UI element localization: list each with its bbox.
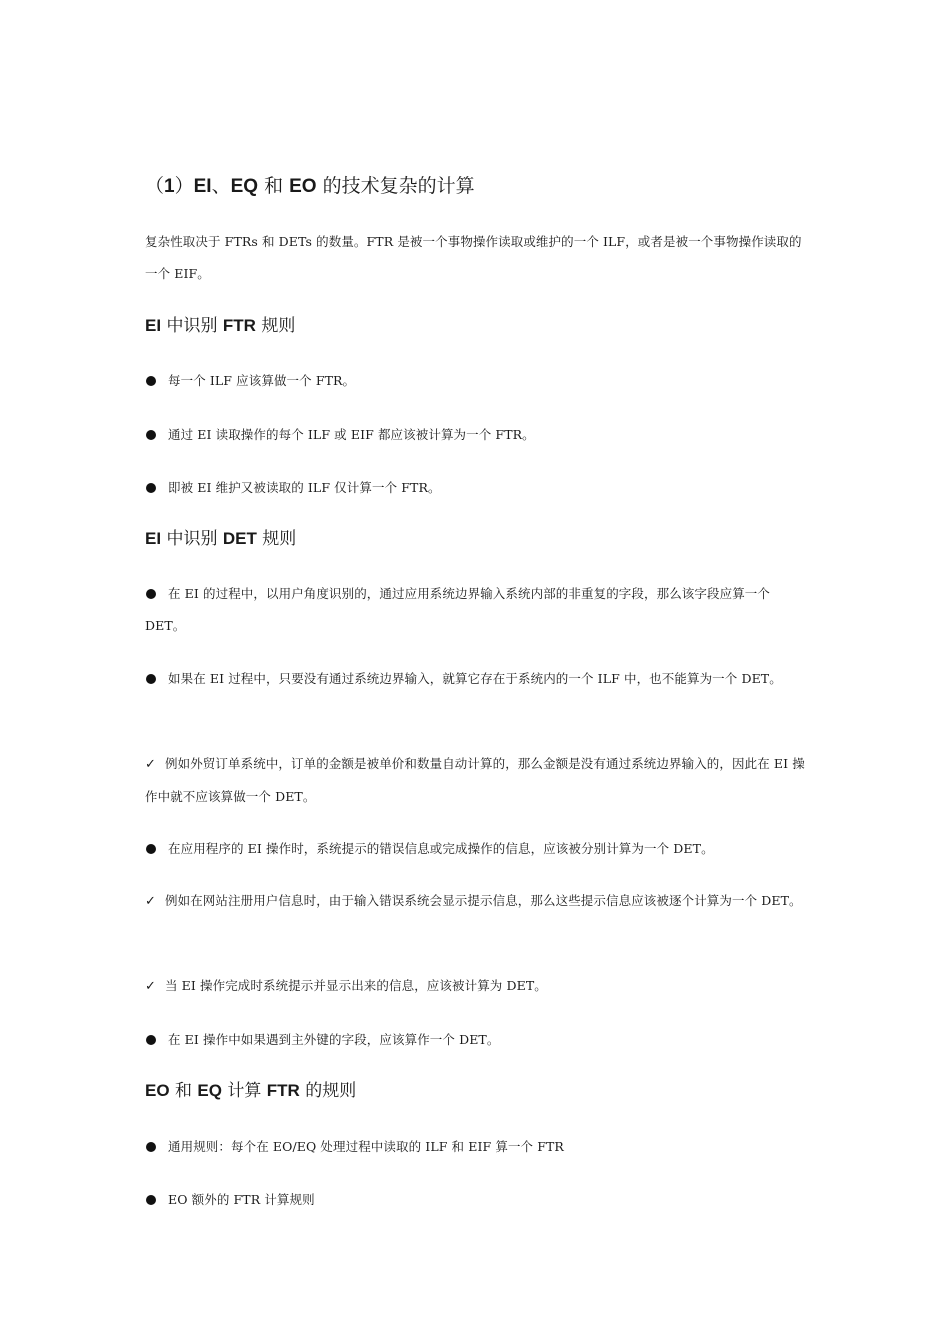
- list-item: 每一个 ILF 应该算做一个 FTR。: [145, 365, 810, 397]
- bullet-icon: [146, 1195, 156, 1205]
- list-item: 在 EI 操作中如果遇到主外键的字段，应该算作一个 DET。: [145, 1024, 810, 1056]
- list-item: EO 额外的 FTR 计算规则: [145, 1184, 810, 1216]
- heading-eo-eq-ftr: EO 和 EQ 计算 FTR 的规则: [145, 1081, 357, 1101]
- bullet-icon: [146, 376, 156, 386]
- list-item: ✓ 例如在网站注册用户信息时，由于输入错误系统会显示提示信息，那么这些提示信息应该被逐个计算为一个 DET。: [145, 885, 810, 918]
- bullet-icon: [146, 674, 156, 684]
- bullet-icon: [146, 844, 156, 854]
- check-icon: ✓: [145, 757, 156, 772]
- bullet-icon: [146, 589, 156, 599]
- list-item: ✓ 例如外贸订单系统中，订单的金额是被单价和数量自动计算的，那么金额是没有通过系统边界输入的，因此在 EI 操作中就不应该算做一个 DET。: [145, 748, 810, 813]
- check-icon: ✓: [145, 979, 156, 994]
- list-item: ✓ 当 EI 操作完成时系统提示并显示出来的信息，应该被计算为 DET。: [145, 970, 810, 1003]
- list-item: 在 EI 的过程中，以用户角度识别的，通过应用系统边界输入系统内部的非重复的字段，那么该字段应算一个 DET。: [145, 586, 771, 633]
- heading-ei-det: EI 中识别 DET 规则: [145, 529, 297, 549]
- check-icon: ✓: [145, 894, 156, 909]
- list-item: 通用规则：每个在 EO/EQ 处理过程中读取的 ILF 和 EIF 算一个 FTR: [145, 1131, 810, 1163]
- list-item: 通过 EI 读取操作的每个 ILF 或 EIF 都应该被计算为一个 FTR。: [145, 419, 810, 451]
- bullet-icon: [146, 430, 156, 440]
- heading-ei-ftr: EI 中识别 FTR 规则: [145, 316, 296, 336]
- list-item: 即被 EI 维护又被读取的 ILF 仅计算一个 FTR。: [145, 472, 810, 504]
- intro-paragraph: 复杂性取决于 FTRs 和 DETs 的数量。FTR 是被一个事物操作读取或维护的一个 ILF，或者是被一个事物操作读取的一个 EIF。: [145, 234, 802, 281]
- list-item: 在应用程序的 EI 操作时，系统提示的错误信息或完成操作的信息，应该被分别计算为一个 DET。: [145, 833, 810, 865]
- bullet-icon: [146, 1035, 156, 1045]
- list-item: 如果在 EI 过程中，只要没有通过系统边界输入，就算它存在于系统内的一个 ILF 中，也不能算为一个 DET。: [145, 663, 810, 695]
- bullet-icon: [146, 1142, 156, 1152]
- bullet-icon: [146, 483, 156, 493]
- section-title: （1）EI、EQ 和 EO 的技术复杂的计算: [145, 175, 475, 197]
